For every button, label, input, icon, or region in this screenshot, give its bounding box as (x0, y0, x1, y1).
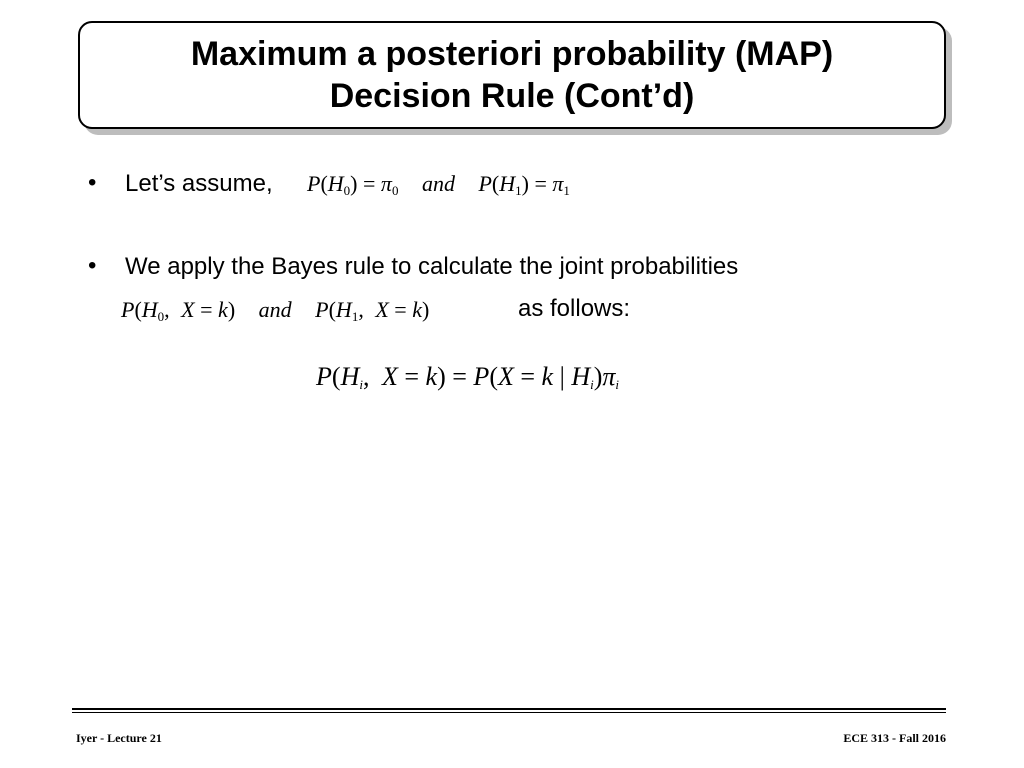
bullet-1-text: Let’s assume, (125, 170, 273, 197)
and-word-1: and (421, 171, 455, 196)
as-follows-text: as follows: (518, 295, 631, 322)
slide-title-line-1: Maximum a posteriori probability (MAP) (190, 35, 834, 73)
title-box (78, 21, 946, 129)
assumption-formula: $P(H_0) = \pi_0$ and $P(H_1) = \pi_1$ (307, 171, 570, 198)
bullet-2 (125, 252, 738, 282)
footer-divider-thin (72, 712, 946, 713)
footer-divider (72, 708, 946, 710)
bullet-1 (125, 169, 273, 199)
bullet-marker-1: • (88, 169, 97, 196)
bullet-2-text: We apply the Bayes rule to calculate the joint probabilities (125, 253, 739, 280)
joint-probabilities-formula: $P(H_0$, X = k) and $P(H_1$, X = k) (121, 297, 430, 324)
bullet-marker-2: • (88, 252, 97, 279)
bayes-equation: $P(H_i$, X = k) = P(X = k | $H_i)\pi_i$ (316, 362, 620, 392)
footer-left: Iyer - Lecture 21 (76, 731, 162, 745)
slide-title-line-2: Decision Rule (Cont’d) (329, 77, 695, 115)
footer-right: ECE 313 - Fall 2016 (843, 731, 946, 745)
and-word-2: and (258, 297, 292, 322)
